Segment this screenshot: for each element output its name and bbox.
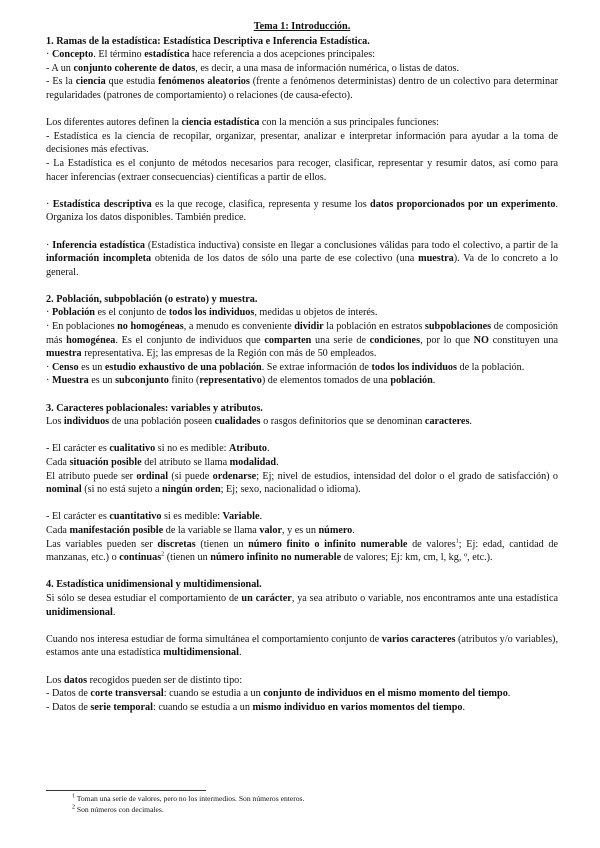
paragraph: Los diferentes autores definen la ciencia estadística con la mención a sus principales funciones: (46, 117, 439, 129)
paragraph: · Censo es un estudio exhaustivo de una población. Se extrae información de todos los individuos de la población. (46, 361, 525, 373)
document-title: Tema 1: Introducción. (253, 21, 351, 32)
paragraph: - Estadística es la ciencia de recopilar, organizar, presentar, analizar e interpretar información para ayudar a la toma de decisiones más efectivas. (46, 130, 558, 156)
paragraph: - La Estadística es el conjunto de métodos necesarios para recoger, clasificar, representar y resumir datos, así como para hacer inferencias (extraer consecuencias) científicas a partir de ellos. (46, 157, 558, 183)
paragraph: · Población es el conjunto de todos los individuos, medidas u objetos de interés. (46, 307, 378, 319)
footnote-divider (46, 790, 206, 791)
paragraph: · Inferencia estadística (Estadística inductiva) consiste en llegar a conclusiones válidas para todo el colectivo, a partir de la información incompleta obtenida de los datos de sólo una parte de ese colectivo (una muestra). Va de lo concreto a lo general. (46, 239, 558, 278)
section-4-heading: 4. Estadística unidimensional y multidimensional. (46, 579, 262, 591)
paragraph: Los datos recogidos pueden ser de distinto tipo: (46, 674, 243, 686)
paragraph: Si sólo se desea estudiar el comportamiento de un carácter, ya sea atributo o variable, nos encontramos ante una estadística unidimensional. (46, 592, 558, 618)
paragraph: Cada manifestación posible de la variable se llama valor, y es un número. (46, 524, 355, 536)
paragraph: · Muestra es un subconjunto finito (representativo) de elementos tomados de una población. (46, 375, 436, 387)
section-2-heading: 2. Población, subpoblación (o estrato) y muestra. (46, 293, 258, 305)
footnotes (46, 790, 558, 815)
paragraph: - Datos de serie temporal: cuando se estudia a un mismo individuo en varios momentos del tiempo. (46, 701, 466, 713)
paragraph: Las variables pueden ser discretas (tienen un número finito o infinito numerable de valores$^1$; Ej: edad, cantidad de manzanas, etc.) o continuas$^2$ (tienen un número infinito no numerable de valores; Ej: km, cm, l, kg, º, etc.). (46, 538, 558, 564)
paragraph: Los individuos de una población poseen cualidades o rasgos definitorios que se denominan caracteres. (46, 416, 472, 428)
paragraph: Cuando nos interesa estudiar de forma simultánea el comportamiento conjunto de varios caracteres (atributos y/o variables), estamos ante una estadística multidimensional. (46, 633, 558, 659)
section-1-heading: 1. Ramas de la estadística: Estadística Descriptiva e Inferencia Estadística. (46, 35, 370, 47)
paragraph: · En poblaciones no homogéneas, a menudo es conveniente dividir la población en estratos subpoblaciones de composición más homogénea. Es el conjunto de individuos que comparten una serie de condiciones, por lo que NO constituyen una muestra representativa. Ej; las empresas de la Región con más de 50 empleados. (46, 321, 559, 360)
paragraph: - El carácter es cuantitativo si es medible: Variable. (46, 511, 263, 523)
footnote-2: $^2$ Son números con decimales. (72, 803, 164, 814)
paragraph: El atributo puede ser ordinal (si puede ordenarse; Ej; nivel de estudios, intensidad del dolor o el grado de satisfacción) o nominal (si no está sujeto a ningún orden; Ej; sexo, nacionalidad o idioma). (46, 470, 559, 496)
paragraph: · Concepto. El término estadística hace referencia a dos acepciones principales: (46, 49, 376, 61)
paragraph: · Estadística descriptiva es la que recoge, clasifica, representa y resume los datos proporcionados por un experimento. Organiza los datos disponibles. También predice. (46, 198, 558, 224)
paragraph: - Datos de corte transversal: cuando se estudia a un conjunto de individuos en el mismo momento del tiempo. (46, 688, 511, 700)
footnote-1: $^1$ Toman una serie de valores, pero no los intermedios. Son números enteros. (72, 793, 305, 803)
footnote-ref: 1 (455, 538, 459, 545)
document-page (46, 20, 558, 714)
paragraph: - Es la ciencia que estudia fenómenos aleatorios (frente a fenómenos deterministas) dentro de un colectivo para determinar regularidades (patrones de comportamiento) o relaciones (de causa-efecto). (46, 76, 558, 101)
section-3-heading: 3. Caracteres poblacionales: variables y atributos. (46, 402, 263, 414)
paragraph: Cada situación posible del atributo se llama modalidad. (46, 457, 279, 468)
paragraph: - A un conjunto coherente de datos, es decir, a una masa de información numérica, o listas de datos. (46, 62, 460, 74)
paragraph: - El carácter es cualitativo si no es medible: Atributo. (46, 443, 270, 455)
footnote-ref: 2 (161, 551, 165, 558)
